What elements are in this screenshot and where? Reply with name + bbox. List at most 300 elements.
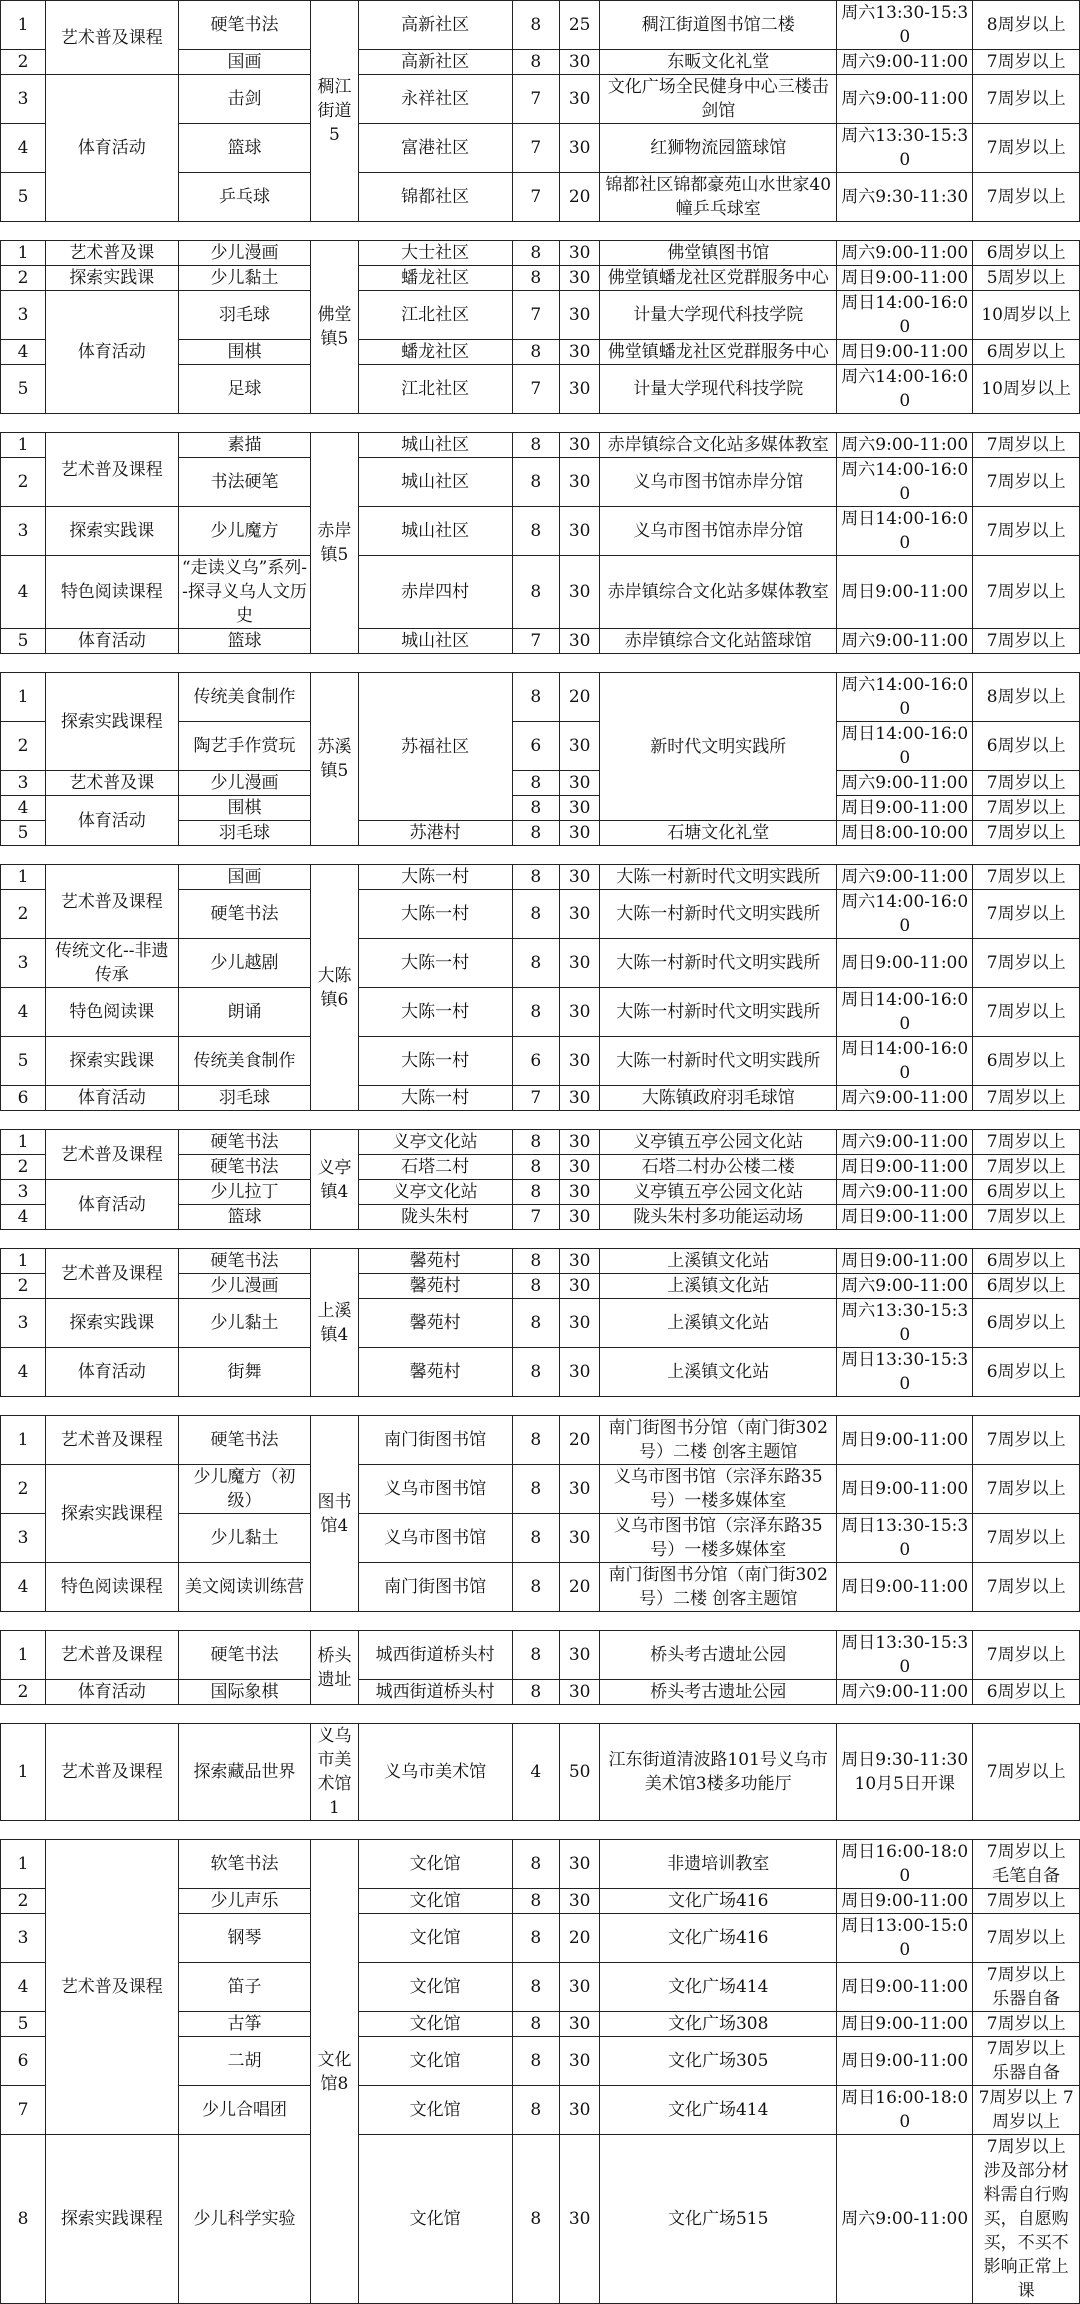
- venue-cell: 文化广场305: [600, 2037, 837, 2086]
- no-cell: 1: [1, 1840, 46, 1889]
- category-cell: 传统文化--非遗传承: [46, 939, 179, 988]
- capacity-cell: 30: [560, 890, 600, 939]
- age-cell: 6周岁以上: [973, 722, 1080, 771]
- region-cell: 大陈镇6: [311, 865, 358, 1111]
- course-cell: 羽毛球: [178, 1086, 311, 1111]
- schedule-table-1: [0, 0, 1080, 222]
- schedule-table-9: [0, 1630, 1080, 1705]
- age-cell: 7周岁以上: [973, 173, 1080, 222]
- course-cell: 国画: [178, 865, 311, 890]
- venue-cell: 赤岸镇综合文化站多媒体教室: [600, 556, 837, 629]
- time-cell: 周六9:00-11:00: [837, 2135, 973, 2304]
- no-cell: 3: [1, 1514, 46, 1563]
- time-cell: 周六9:00-11:00: [837, 1274, 973, 1299]
- age-min-cell: 8: [512, 2037, 559, 2086]
- venue-cell: 文化广场416: [600, 1889, 837, 1914]
- age-min-cell: 8: [512, 1514, 559, 1563]
- no-cell: 2: [1, 1155, 46, 1180]
- time-cell: 周日9:00-11:00: [837, 1963, 973, 2012]
- venue-cell: 大陈一村新时代文明实践所: [600, 865, 837, 890]
- region-cell: 文化馆8: [311, 1840, 358, 2304]
- time-cell: 周日14:00-16:00: [837, 722, 973, 771]
- age-cell: 7周岁以上: [973, 1155, 1080, 1180]
- no-cell: 6: [1, 1086, 46, 1111]
- table-row: [1, 1416, 1080, 1465]
- capacity-cell: 20: [560, 1563, 600, 1612]
- course-cell: 街舞: [178, 1348, 311, 1397]
- age-cell: 7周岁以上: [973, 865, 1080, 890]
- course-cell: 围棋: [178, 796, 311, 821]
- location-cell: 文化馆: [358, 2012, 512, 2037]
- venue-cell: 文化广场515: [600, 2135, 837, 2304]
- course-cell: 国际象棋: [178, 1680, 311, 1705]
- course-cell: 传统美食制作: [178, 1037, 311, 1086]
- course-cell: 羽毛球: [178, 291, 311, 340]
- no-cell: 5: [1, 2012, 46, 2037]
- no-cell: 2: [1, 1680, 46, 1705]
- age-min-cell: 7: [512, 1086, 559, 1111]
- schedule-table-2: [0, 240, 1080, 414]
- age-min-cell: 8: [512, 1563, 559, 1612]
- time-cell: 周日9:00-11:00: [837, 2012, 973, 2037]
- capacity-cell: 30: [560, 2135, 600, 2304]
- capacity-cell: 20: [560, 1914, 600, 1963]
- course-cell: 硬笔书法: [178, 1249, 311, 1274]
- table-row: [1, 1724, 1080, 1821]
- course-cell: 少儿魔方: [178, 507, 311, 556]
- venue-cell: 上溪镇文化站: [600, 1274, 837, 1299]
- no-cell: 5: [1, 365, 46, 414]
- time-cell: 周日13:00-15:00: [837, 1914, 973, 1963]
- location-cell: 南门街图书馆: [358, 1563, 512, 1612]
- no-cell: 4: [1, 1205, 46, 1230]
- course-cell: 少儿科学实验: [178, 2135, 311, 2304]
- course-cell: 羽毛球: [178, 821, 311, 846]
- age-min-cell: 8: [512, 890, 559, 939]
- section-gap: [0, 654, 1080, 672]
- age-min-cell: 8: [512, 433, 559, 458]
- age-cell: 6周岁以上: [973, 241, 1080, 266]
- capacity-cell: 30: [560, 1130, 600, 1155]
- category-cell: 探索实践课程: [46, 1465, 179, 1563]
- no-cell: 4: [1, 988, 46, 1037]
- schedule-table-11: [0, 1839, 1080, 2304]
- age-cell: 7周岁以上 乐器自备: [973, 1963, 1080, 2012]
- time-cell: 周日9:00-11:00: [837, 1155, 973, 1180]
- no-cell: 4: [1, 1348, 46, 1397]
- category-cell: 艺术普及课: [46, 241, 179, 266]
- no-cell: 4: [1, 796, 46, 821]
- venue-cell: 佛堂镇蟠龙社区党群服务中心: [600, 266, 837, 291]
- location-cell: 江北社区: [358, 291, 512, 340]
- age-cell: 6周岁以上: [973, 1249, 1080, 1274]
- no-cell: 1: [1, 865, 46, 890]
- venue-cell: 上溪镇文化站: [600, 1348, 837, 1397]
- age-cell: 6周岁以上: [973, 1037, 1080, 1086]
- course-cell: 少儿漫画: [178, 1274, 311, 1299]
- age-cell: 6周岁以上: [973, 340, 1080, 365]
- time-cell: 周日13:30-15:30: [837, 1348, 973, 1397]
- venue-cell: 大陈一村新时代文明实践所: [600, 1037, 837, 1086]
- no-cell: 3: [1, 507, 46, 556]
- capacity-cell: 30: [560, 988, 600, 1037]
- schedule-table-7: [0, 1248, 1080, 1397]
- age-min-cell: 8: [512, 865, 559, 890]
- region-cell: 赤岸镇5: [311, 433, 358, 654]
- table-row: [1, 2135, 1080, 2304]
- table-row: [1, 1465, 1080, 1514]
- location-cell: 城西街道桥头村: [358, 1631, 512, 1680]
- category-cell: 特色阅读课: [46, 988, 179, 1037]
- capacity-cell: 30: [560, 1249, 600, 1274]
- age-cell: 7周岁以上: [973, 507, 1080, 556]
- time-cell: 周六9:00-11:00: [837, 75, 973, 124]
- table-row: [1, 507, 1080, 556]
- capacity-cell: 30: [560, 75, 600, 124]
- course-cell: 探索藏品世界: [178, 1724, 311, 1821]
- age-min-cell: 8: [512, 2086, 559, 2135]
- table-row: [1, 266, 1080, 291]
- venue-cell: 计量大学现代科技学院: [600, 365, 837, 414]
- section-gap: [0, 1230, 1080, 1248]
- table-row: [1, 433, 1080, 458]
- venue-cell: 佛堂镇蟠龙社区党群服务中心: [600, 340, 837, 365]
- venue-cell: 陇头朱村多功能运动场: [600, 1205, 837, 1230]
- age-min-cell: 8: [512, 1840, 559, 1889]
- no-cell: 2: [1, 1889, 46, 1914]
- table-row: [1, 939, 1080, 988]
- venue-cell: 文化广场全民健身中心三楼击剑馆: [600, 75, 837, 124]
- table-row: [1, 291, 1080, 340]
- age-min-cell: 4: [512, 1724, 559, 1821]
- location-cell: 苏港村: [358, 821, 512, 846]
- capacity-cell: 30: [560, 1514, 600, 1563]
- capacity-cell: 30: [560, 1155, 600, 1180]
- capacity-cell: 30: [560, 1299, 600, 1348]
- time-cell: 周日9:00-11:00: [837, 556, 973, 629]
- location-cell: 义乌市图书馆: [358, 1514, 512, 1563]
- course-cell: 篮球: [178, 1205, 311, 1230]
- section-gap: [0, 414, 1080, 432]
- venue-cell: 义乌市图书馆（宗泽东路35号）一楼多媒体室: [600, 1514, 837, 1563]
- schedule-table-3: [0, 432, 1080, 654]
- course-cell: 少儿黏土: [178, 1299, 311, 1348]
- location-cell: 城山社区: [358, 629, 512, 654]
- course-cell: 古筝: [178, 2012, 311, 2037]
- no-cell: 1: [1, 433, 46, 458]
- table-row: [1, 1249, 1080, 1274]
- course-cell: 硬笔书法: [178, 890, 311, 939]
- age-min-cell: 8: [512, 939, 559, 988]
- capacity-cell: 20: [560, 173, 600, 222]
- age-cell: 7周岁以上: [973, 1889, 1080, 1914]
- time-cell: 周日14:00-16:00: [837, 1037, 973, 1086]
- no-cell: 3: [1, 771, 46, 796]
- age-cell: 6周岁以上: [973, 1299, 1080, 1348]
- capacity-cell: 30: [560, 1180, 600, 1205]
- time-cell: 周日9:00-11:00: [837, 1889, 973, 1914]
- table-row: [1, 629, 1080, 654]
- time-cell: 周六9:00-11:00: [837, 1086, 973, 1111]
- location-cell: 高新社区: [358, 50, 512, 75]
- location-cell: 文化馆: [358, 2086, 512, 2135]
- time-cell: 周日9:00-11:00: [837, 266, 973, 291]
- category-cell: 探索实践课: [46, 266, 179, 291]
- age-min-cell: 8: [512, 1416, 559, 1465]
- age-min-cell: 8: [512, 1465, 559, 1514]
- age-cell: 6周岁以上: [973, 1180, 1080, 1205]
- region-cell: 稠江街道5: [311, 1, 358, 222]
- schedule-table-4: [0, 672, 1080, 846]
- course-cell: 足球: [178, 365, 311, 414]
- no-cell: 3: [1, 1180, 46, 1205]
- category-cell: 艺术普及课程: [46, 1, 179, 75]
- age-cell: 7周岁以上: [973, 771, 1080, 796]
- table-row: [1, 1130, 1080, 1155]
- category-cell: 艺术普及课程: [46, 1724, 179, 1821]
- table-row: [1, 796, 1080, 821]
- location-cell: 城山社区: [358, 458, 512, 507]
- course-cell: 少儿声乐: [178, 1889, 311, 1914]
- time-cell: 周日9:00-11:00: [837, 340, 973, 365]
- course-cell: 陶艺手作赏玩: [178, 722, 311, 771]
- section-gap: [0, 1705, 1080, 1723]
- table-row: [1, 1, 1080, 50]
- category-cell: 艺术普及课程: [46, 1840, 179, 2135]
- no-cell: 4: [1, 340, 46, 365]
- no-cell: 3: [1, 1299, 46, 1348]
- no-cell: 3: [1, 1914, 46, 1963]
- location-cell: 文化馆: [358, 1889, 512, 1914]
- location-cell: 文化馆: [358, 1840, 512, 1889]
- capacity-cell: 30: [560, 433, 600, 458]
- age-cell: 6周岁以上: [973, 1348, 1080, 1397]
- age-cell: 7周岁以上: [973, 50, 1080, 75]
- course-cell: 少儿拉丁: [178, 1180, 311, 1205]
- capacity-cell: 30: [560, 1963, 600, 2012]
- age-min-cell: 8: [512, 673, 559, 722]
- location-cell: 文化馆: [358, 1914, 512, 1963]
- course-cell: 乒乓球: [178, 173, 311, 222]
- course-cell: 硬笔书法: [178, 1155, 311, 1180]
- section-gap: [0, 846, 1080, 864]
- venue-cell: 义亭镇五亭公园文化站: [600, 1130, 837, 1155]
- course-cell: 素描: [178, 433, 311, 458]
- capacity-cell: 30: [560, 1205, 600, 1230]
- age-min-cell: 7: [512, 1205, 559, 1230]
- table-row: [1, 75, 1080, 124]
- capacity-cell: 30: [560, 1086, 600, 1111]
- age-min-cell: 8: [512, 821, 559, 846]
- venue-cell: 上溪镇文化站: [600, 1249, 837, 1274]
- venue-cell: 石塔二村办公楼二楼: [600, 1155, 837, 1180]
- age-cell: 7周岁以上 毛笔自备: [973, 1840, 1080, 1889]
- category-cell: 探索实践课程: [46, 673, 179, 771]
- location-cell: 馨苑村: [358, 1299, 512, 1348]
- age-min-cell: 6: [512, 722, 559, 771]
- time-cell: 周日9:00-11:00: [837, 2037, 973, 2086]
- age-cell: 7周岁以上 乐器自备: [973, 2037, 1080, 2086]
- capacity-cell: 30: [560, 939, 600, 988]
- capacity-cell: 30: [560, 291, 600, 340]
- capacity-cell: 30: [560, 629, 600, 654]
- no-cell: 2: [1, 458, 46, 507]
- age-min-cell: 8: [512, 340, 559, 365]
- location-cell: 城西街道桥头村: [358, 1680, 512, 1705]
- schedule-table-5: [0, 864, 1080, 1111]
- course-cell: 钢琴: [178, 1914, 311, 1963]
- course-cell: 硬笔书法: [178, 1, 311, 50]
- age-cell: 7周岁以上: [973, 2012, 1080, 2037]
- location-cell: 馨苑村: [358, 1348, 512, 1397]
- time-cell: 周六14:00-16:00: [837, 673, 973, 722]
- time-cell: 周六9:00-11:00: [837, 50, 973, 75]
- table-row: [1, 1299, 1080, 1348]
- age-min-cell: 8: [512, 50, 559, 75]
- capacity-cell: 30: [560, 1631, 600, 1680]
- age-cell: 5周岁以上: [973, 266, 1080, 291]
- location-cell: 义乌市美术馆: [358, 1724, 512, 1821]
- age-cell: 7周岁以上: [973, 1086, 1080, 1111]
- capacity-cell: 30: [560, 50, 600, 75]
- table-row: [1, 1631, 1080, 1680]
- no-cell: 3: [1, 75, 46, 124]
- course-cell: 篮球: [178, 629, 311, 654]
- section-gap: [0, 222, 1080, 240]
- time-cell: 周日9:00-11:00: [837, 1563, 973, 1612]
- no-cell: 2: [1, 890, 46, 939]
- course-cell: 美文阅读训练营: [178, 1563, 311, 1612]
- section-gap: [0, 1821, 1080, 1839]
- no-cell: 5: [1, 629, 46, 654]
- course-cell: 篮球: [178, 124, 311, 173]
- age-min-cell: 8: [512, 988, 559, 1037]
- venue-cell: 文化广场414: [600, 2086, 837, 2135]
- region-cell: 佛堂镇5: [311, 241, 358, 414]
- age-min-cell: 8: [512, 1889, 559, 1914]
- no-cell: 1: [1, 241, 46, 266]
- table-row: [1, 1563, 1080, 1612]
- venue-cell: 新时代文明实践所: [600, 673, 837, 821]
- age-min-cell: 7: [512, 124, 559, 173]
- location-cell: 大陈一村: [358, 988, 512, 1037]
- location-cell: 文化馆: [358, 1963, 512, 2012]
- no-cell: 3: [1, 291, 46, 340]
- table-row: [1, 1037, 1080, 1086]
- time-cell: 周日13:30-15:30: [837, 1514, 973, 1563]
- region-cell: 苏溪镇5: [311, 673, 358, 846]
- capacity-cell: 20: [560, 1416, 600, 1465]
- age-cell: 7周岁以上: [973, 629, 1080, 654]
- location-cell: 赤岸四村: [358, 556, 512, 629]
- venue-cell: 义乌市图书馆赤岸分馆: [600, 458, 837, 507]
- age-min-cell: 7: [512, 75, 559, 124]
- venue-cell: 赤岸镇综合文化站多媒体教室: [600, 433, 837, 458]
- category-cell: 艺术普及课程: [46, 1631, 179, 1680]
- venue-cell: 桥头考古遗址公园: [600, 1680, 837, 1705]
- capacity-cell: 30: [560, 1889, 600, 1914]
- location-cell: 义亭文化站: [358, 1180, 512, 1205]
- no-cell: 1: [1, 1416, 46, 1465]
- category-cell: 体育活动: [46, 291, 179, 414]
- venue-cell: 义乌市图书馆（宗泽东路35号）一楼多媒体室: [600, 1465, 837, 1514]
- age-cell: 7周岁以上: [973, 1205, 1080, 1230]
- time-cell: 周日14:00-16:00: [837, 507, 973, 556]
- category-cell: 艺术普及课程: [46, 1249, 179, 1299]
- location-cell: 南门街图书馆: [358, 1416, 512, 1465]
- capacity-cell: 30: [560, 2012, 600, 2037]
- no-cell: 5: [1, 173, 46, 222]
- venue-cell: 大陈一村新时代文明实践所: [600, 988, 837, 1037]
- time-cell: 周日9:00-11:00: [837, 1205, 973, 1230]
- no-cell: 4: [1, 1563, 46, 1612]
- schedule-table-6: [0, 1129, 1080, 1230]
- no-cell: 1: [1, 673, 46, 722]
- time-cell: 周日9:00-11:00: [837, 1465, 973, 1514]
- age-cell: 7周岁以上: [973, 796, 1080, 821]
- category-cell: 体育活动: [46, 1180, 179, 1230]
- age-min-cell: 8: [512, 241, 559, 266]
- category-cell: 艺术普及课: [46, 771, 179, 796]
- location-cell: 文化馆: [358, 2135, 512, 2304]
- no-cell: 8: [1, 2135, 46, 2304]
- age-cell: 6周岁以上: [973, 1274, 1080, 1299]
- capacity-cell: 50: [560, 1724, 600, 1821]
- no-cell: 4: [1, 124, 46, 173]
- age-min-cell: 8: [512, 1130, 559, 1155]
- no-cell: 1: [1, 1724, 46, 1821]
- age-cell: 7周岁以上: [973, 821, 1080, 846]
- capacity-cell: 30: [560, 1274, 600, 1299]
- age-cell: 7周岁以上: [973, 939, 1080, 988]
- capacity-cell: 25: [560, 1, 600, 50]
- category-cell: 探索实践课: [46, 1299, 179, 1348]
- category-cell: 体育活动: [46, 629, 179, 654]
- no-cell: 5: [1, 1037, 46, 1086]
- age-min-cell: 8: [512, 1155, 559, 1180]
- venue-cell: 文化广场416: [600, 1914, 837, 1963]
- capacity-cell: 30: [560, 1465, 600, 1514]
- age-min-cell: 8: [512, 1299, 559, 1348]
- course-cell: 少儿漫画: [178, 241, 311, 266]
- no-cell: 7: [1, 2086, 46, 2135]
- capacity-cell: 30: [560, 2086, 600, 2135]
- schedule-table-10: [0, 1723, 1080, 1821]
- table-row: [1, 1348, 1080, 1397]
- location-cell: 石塔二村: [358, 1155, 512, 1180]
- time-cell: 周六9:00-11:00: [837, 771, 973, 796]
- no-cell: 2: [1, 266, 46, 291]
- age-min-cell: 8: [512, 556, 559, 629]
- location-cell: 陇头朱村: [358, 1205, 512, 1230]
- section-gap: [0, 1612, 1080, 1630]
- age-min-cell: 8: [512, 507, 559, 556]
- course-cell: 国画: [178, 50, 311, 75]
- capacity-cell: 30: [560, 796, 600, 821]
- table-row: [1, 1180, 1080, 1205]
- venue-cell: 东畈文化礼堂: [600, 50, 837, 75]
- capacity-cell: 30: [560, 1680, 600, 1705]
- location-cell: 大陈一村: [358, 865, 512, 890]
- course-cell: 传统美食制作: [178, 673, 311, 722]
- region-cell: 桥头遗址: [311, 1631, 358, 1705]
- age-cell: 7周岁以上: [973, 1914, 1080, 1963]
- age-min-cell: 8: [512, 1274, 559, 1299]
- course-cell: 书法硬笔: [178, 458, 311, 507]
- capacity-cell: 30: [560, 124, 600, 173]
- age-cell: 7周岁以上: [973, 1465, 1080, 1514]
- age-cell: 7周岁以上: [973, 124, 1080, 173]
